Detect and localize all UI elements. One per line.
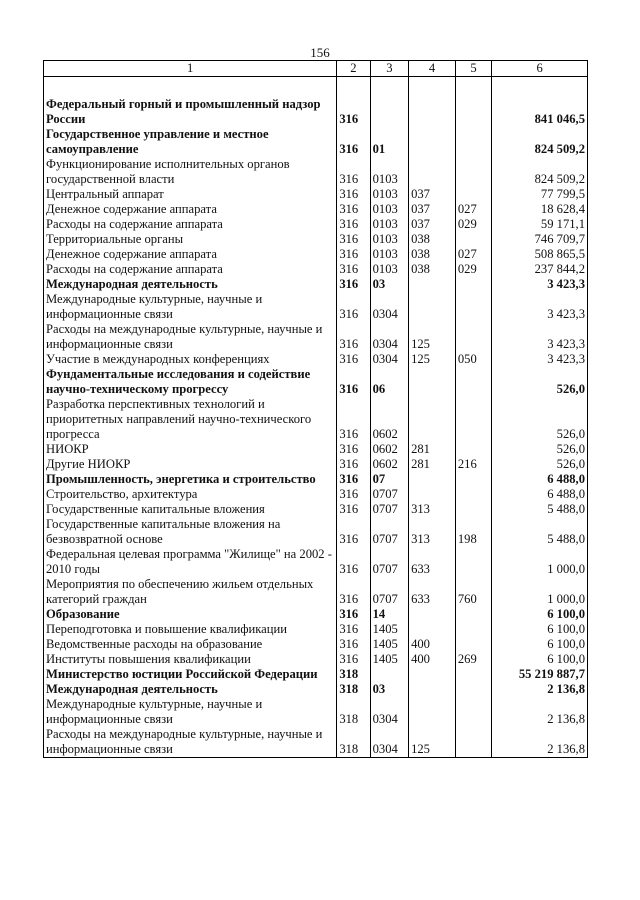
row-amount: 824 509,2 — [492, 127, 588, 157]
row-amount: 77 799,5 — [492, 187, 588, 202]
row-amount: 841 046,5 — [492, 97, 588, 127]
column-header-5: 5 — [455, 61, 491, 77]
row-code-3: 0304 — [370, 697, 408, 727]
table-row — [44, 577, 588, 607]
table-row — [44, 622, 588, 637]
table-row — [44, 277, 588, 292]
row-code-5 — [455, 232, 491, 247]
table-row — [44, 367, 588, 397]
table-row — [44, 97, 588, 127]
row-code-5 — [455, 187, 491, 202]
row-code-2: 318 — [337, 667, 370, 682]
row-code-3 — [370, 667, 408, 682]
row-name: Участие в международных конференциях — [44, 352, 337, 367]
row-code-4: 125 — [409, 322, 456, 352]
row-amount: 3 423,3 — [492, 277, 588, 292]
row-code-3: 1405 — [370, 637, 408, 652]
row-code-4: 313 — [409, 517, 456, 547]
row-name: Федеральная целевая программа "Жилище" на 2002 - 2010 годы — [44, 547, 337, 577]
row-code-3: 0707 — [370, 487, 408, 502]
row-code-5: 027 — [455, 247, 491, 262]
row-name: Промышленность, энергетика и строительство — [44, 472, 337, 487]
table-row — [44, 157, 588, 187]
row-code-4 — [409, 697, 456, 727]
row-code-2: 316 — [337, 157, 370, 187]
row-code-2: 316 — [337, 577, 370, 607]
row-code-3: 0103 — [370, 247, 408, 262]
row-name: Мероприятия по обеспечению жильем отдельных категорий граждан — [44, 577, 337, 607]
row-code-4: 400 — [409, 652, 456, 667]
row-amount: 5 488,0 — [492, 502, 588, 517]
row-name: Ведомственные расходы на образование — [44, 637, 337, 652]
row-code-2: 316 — [337, 247, 370, 262]
row-code-2: 316 — [337, 502, 370, 517]
row-name: Образование — [44, 607, 337, 622]
row-name: Расходы на международные культурные, научные и информационные связи — [44, 322, 337, 352]
row-name: Разработка перспективных технологий и приоритетных направлений научно-технического прогресса — [44, 397, 337, 442]
row-code-5 — [455, 292, 491, 322]
row-code-4: 281 — [409, 442, 456, 457]
column-header-1: 1 — [44, 61, 337, 77]
row-code-4 — [409, 622, 456, 637]
table-row — [44, 652, 588, 667]
row-code-3: 06 — [370, 367, 408, 397]
row-name: Международная деятельность — [44, 277, 337, 292]
row-code-2: 316 — [337, 97, 370, 127]
table-row — [44, 727, 588, 758]
row-code-2: 316 — [337, 547, 370, 577]
row-name: Денежное содержание аппарата — [44, 247, 337, 262]
row-code-5 — [455, 667, 491, 682]
row-code-3: 07 — [370, 472, 408, 487]
row-code-3: 0304 — [370, 292, 408, 322]
row-code-4 — [409, 277, 456, 292]
table-row — [44, 547, 588, 577]
row-name: Расходы на международные культурные, научные и информационные связи — [44, 727, 337, 758]
table-row — [44, 697, 588, 727]
row-name: Министерство юстиции Российской Федерации — [44, 667, 337, 682]
row-code-5 — [455, 697, 491, 727]
row-code-4 — [409, 607, 456, 622]
row-code-5 — [455, 607, 491, 622]
row-code-5: 029 — [455, 217, 491, 232]
row-code-3: 0304 — [370, 727, 408, 758]
row-code-4: 281 — [409, 457, 456, 472]
row-code-3: 0602 — [370, 442, 408, 457]
row-amount: 526,0 — [492, 397, 588, 442]
budget-table — [43, 60, 588, 758]
row-code-4: 400 — [409, 637, 456, 652]
row-amount: 6 100,0 — [492, 622, 588, 637]
row-code-4: 038 — [409, 232, 456, 247]
row-code-3: 01 — [370, 127, 408, 157]
row-code-5 — [455, 97, 491, 127]
row-code-5 — [455, 637, 491, 652]
table-row — [44, 607, 588, 622]
row-amount: 5 488,0 — [492, 517, 588, 547]
row-code-4 — [409, 127, 456, 157]
row-code-5 — [455, 397, 491, 442]
row-name: Международная деятельность — [44, 682, 337, 697]
row-code-4: 037 — [409, 187, 456, 202]
row-name: НИОКР — [44, 442, 337, 457]
row-code-5: 198 — [455, 517, 491, 547]
row-code-2: 316 — [337, 457, 370, 472]
row-name: Фундаментальные исследования и содействие научно-техническому прогрессу — [44, 367, 337, 397]
row-code-5 — [455, 157, 491, 187]
row-code-4: 633 — [409, 547, 456, 577]
row-code-3: 0707 — [370, 517, 408, 547]
row-code-4 — [409, 472, 456, 487]
row-amount: 3 423,3 — [492, 292, 588, 322]
row-code-2: 316 — [337, 367, 370, 397]
row-name: Строительство, архитектура — [44, 487, 337, 502]
table-row — [44, 637, 588, 652]
row-name: Другие НИОКР — [44, 457, 337, 472]
row-code-3: 0103 — [370, 187, 408, 202]
row-code-2: 316 — [337, 637, 370, 652]
table-header — [44, 61, 588, 77]
row-name: Расходы на содержание аппарата — [44, 262, 337, 277]
row-code-5: 269 — [455, 652, 491, 667]
row-amount: 6 100,0 — [492, 652, 588, 667]
row-code-2: 316 — [337, 487, 370, 502]
row-name: Функционирование исполнительных органов государственной власти — [44, 157, 337, 187]
row-code-4: 313 — [409, 502, 456, 517]
table-row — [44, 442, 588, 457]
row-code-5 — [455, 487, 491, 502]
row-code-2: 316 — [337, 352, 370, 367]
row-code-4: 125 — [409, 352, 456, 367]
table-row — [44, 202, 588, 217]
row-amount: 55 219 887,7 — [492, 667, 588, 682]
row-code-3: 1405 — [370, 622, 408, 637]
row-code-5 — [455, 127, 491, 157]
row-amount: 3 423,3 — [492, 322, 588, 352]
row-name: Федеральный горный и промышленный надзор России — [44, 97, 337, 127]
row-amount: 6 100,0 — [492, 637, 588, 652]
row-code-3: 03 — [370, 277, 408, 292]
row-code-5: 760 — [455, 577, 491, 607]
row-amount: 1 000,0 — [492, 577, 588, 607]
row-code-5 — [455, 367, 491, 397]
row-name: Государственные капитальные вложения на безвозвратной основе — [44, 517, 337, 547]
row-code-2: 318 — [337, 727, 370, 758]
column-header-4: 4 — [409, 61, 456, 77]
row-amount: 18 628,4 — [492, 202, 588, 217]
row-code-3 — [370, 97, 408, 127]
row-code-5 — [455, 727, 491, 758]
row-code-4 — [409, 157, 456, 187]
table-row — [44, 187, 588, 202]
row-code-3: 0602 — [370, 457, 408, 472]
row-code-5 — [455, 472, 491, 487]
row-name: Международные культурные, научные и информационные связи — [44, 697, 337, 727]
row-code-4: 038 — [409, 262, 456, 277]
row-code-5: 027 — [455, 202, 491, 217]
row-code-2: 316 — [337, 622, 370, 637]
row-code-3: 0602 — [370, 397, 408, 442]
row-amount: 6 488,0 — [492, 472, 588, 487]
row-amount: 3 423,3 — [492, 352, 588, 367]
row-code-2: 316 — [337, 277, 370, 292]
row-code-3: 0103 — [370, 157, 408, 187]
row-name: Территориальные органы — [44, 232, 337, 247]
row-amount: 2 136,8 — [492, 697, 588, 727]
row-code-3: 0103 — [370, 232, 408, 247]
row-code-5 — [455, 622, 491, 637]
row-code-2: 316 — [337, 397, 370, 442]
row-code-3: 0707 — [370, 502, 408, 517]
row-amount: 59 171,1 — [492, 217, 588, 232]
row-code-2: 316 — [337, 472, 370, 487]
row-code-3: 0304 — [370, 322, 408, 352]
row-code-5: 029 — [455, 262, 491, 277]
table-body — [44, 77, 588, 758]
row-code-2: 316 — [337, 517, 370, 547]
row-code-4 — [409, 487, 456, 502]
row-code-5 — [455, 277, 491, 292]
row-name: Государственное управление и местное самоуправление — [44, 127, 337, 157]
row-code-3: 0103 — [370, 217, 408, 232]
row-code-2: 316 — [337, 217, 370, 232]
row-code-2: 318 — [337, 682, 370, 697]
row-code-2: 316 — [337, 232, 370, 247]
row-amount: 746 709,7 — [492, 232, 588, 247]
table-row — [44, 217, 588, 232]
column-number-row — [44, 61, 588, 77]
row-code-2: 316 — [337, 322, 370, 352]
row-amount: 2 136,8 — [492, 682, 588, 697]
row-amount: 526,0 — [492, 442, 588, 457]
row-code-2: 318 — [337, 697, 370, 727]
table-row — [44, 487, 588, 502]
table-row — [44, 247, 588, 262]
table-row — [44, 262, 588, 277]
row-code-5: 050 — [455, 352, 491, 367]
table-row — [44, 682, 588, 697]
row-code-2: 316 — [337, 262, 370, 277]
table-row — [44, 667, 588, 682]
row-amount: 526,0 — [492, 457, 588, 472]
row-code-5: 216 — [455, 457, 491, 472]
row-name: Центральный аппарат — [44, 187, 337, 202]
row-code-4: 037 — [409, 202, 456, 217]
row-code-5 — [455, 442, 491, 457]
row-amount: 6 100,0 — [492, 607, 588, 622]
row-name: Расходы на содержание аппарата — [44, 217, 337, 232]
table-row — [44, 472, 588, 487]
row-code-4 — [409, 97, 456, 127]
row-code-3: 1405 — [370, 652, 408, 667]
row-code-2: 316 — [337, 292, 370, 322]
row-code-2: 316 — [337, 607, 370, 622]
row-code-3: 0707 — [370, 547, 408, 577]
row-name: Денежное содержание аппарата — [44, 202, 337, 217]
column-header-6: 6 — [492, 61, 588, 77]
row-code-4 — [409, 397, 456, 442]
row-code-3: 0707 — [370, 577, 408, 607]
row-code-3: 03 — [370, 682, 408, 697]
row-amount: 6 488,0 — [492, 487, 588, 502]
row-name: Государственные капитальные вложения — [44, 502, 337, 517]
row-code-4: 037 — [409, 217, 456, 232]
table-row — [44, 457, 588, 472]
row-code-4: 038 — [409, 247, 456, 262]
row-code-4 — [409, 682, 456, 697]
row-code-5 — [455, 502, 491, 517]
row-code-2: 316 — [337, 202, 370, 217]
table-row — [44, 292, 588, 322]
row-code-4: 633 — [409, 577, 456, 607]
table-row — [44, 232, 588, 247]
table-row — [44, 352, 588, 367]
row-code-3: 14 — [370, 607, 408, 622]
table-row — [44, 127, 588, 157]
row-amount: 2 136,8 — [492, 727, 588, 758]
row-code-4 — [409, 367, 456, 397]
row-amount: 1 000,0 — [492, 547, 588, 577]
row-name: Международные культурные, научные и информационные связи — [44, 292, 337, 322]
row-code-3: 0103 — [370, 262, 408, 277]
row-amount: 508 865,5 — [492, 247, 588, 262]
row-code-2: 316 — [337, 442, 370, 457]
row-amount: 526,0 — [492, 367, 588, 397]
row-code-4 — [409, 667, 456, 682]
row-code-5 — [455, 322, 491, 352]
column-header-3: 3 — [370, 61, 408, 77]
row-code-2: 316 — [337, 127, 370, 157]
row-code-2: 316 — [337, 652, 370, 667]
page-number: 156 — [310, 45, 330, 60]
table-row — [44, 502, 588, 517]
table-row — [44, 517, 588, 547]
row-name: Переподготовка и повышение квалификации — [44, 622, 337, 637]
row-amount: 237 844,2 — [492, 262, 588, 277]
row-code-3: 0103 — [370, 202, 408, 217]
row-code-4: 125 — [409, 727, 456, 758]
table-row — [44, 322, 588, 352]
row-code-5 — [455, 682, 491, 697]
row-code-4 — [409, 292, 456, 322]
row-name: Институты повышения квалификации — [44, 652, 337, 667]
column-header-2: 2 — [337, 61, 370, 77]
spacer-row — [44, 77, 588, 98]
row-code-5 — [455, 547, 491, 577]
row-code-2: 316 — [337, 187, 370, 202]
row-amount: 824 509,2 — [492, 157, 588, 187]
table-row — [44, 397, 588, 442]
row-code-3: 0304 — [370, 352, 408, 367]
